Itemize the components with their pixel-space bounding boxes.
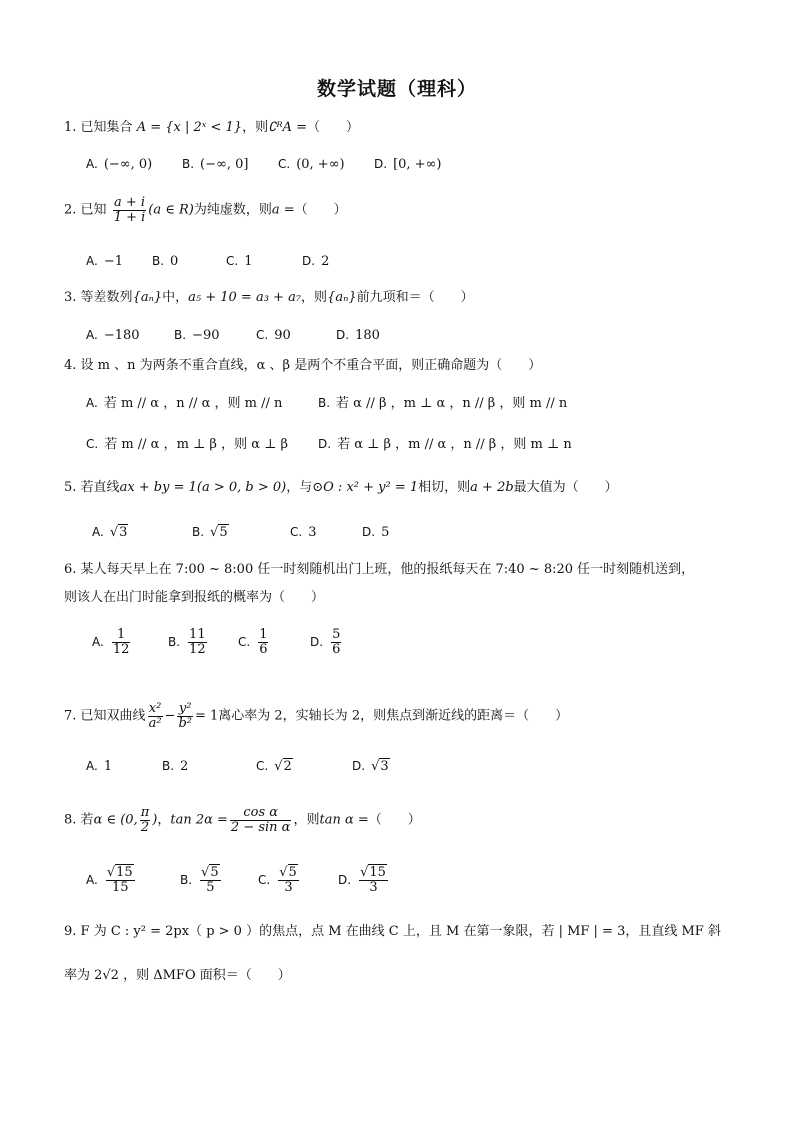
question-9-line2: 率为 2√2 ，则 ΔMFO 面积＝（ ） (64, 968, 291, 983)
question-2: 2. 已知 $\frac{a + i}{1 + i}$ (a ∈ R)为纯虚数，则a =（ ） (64, 195, 347, 225)
option-d[interactable]: D. 180 (336, 328, 380, 343)
question-number: 3. (64, 290, 77, 305)
option-d[interactable]: D. $\frac{√15}{3}$ (338, 865, 386, 895)
option-a[interactable]: A. 1 (86, 759, 113, 774)
option-c[interactable]: C. $\frac{√5}{3}$ (258, 865, 297, 895)
option-c[interactable]: C. 若 m // α ，m ⊥ β ，则 α ⊥ β (86, 437, 288, 452)
question-1: 1. 已知集合 A = {x | 2ˣ < 1}，则∁ᴿA =（ ） (64, 120, 359, 135)
option-c[interactable]: C. 1 (226, 254, 253, 269)
option-d[interactable]: D. √3 (352, 759, 389, 774)
question-number: 8. (64, 812, 77, 828)
option-c[interactable]: C. 3 (290, 525, 317, 540)
option-b[interactable]: B. 0 (152, 254, 179, 269)
option-c[interactable]: C. (0, +∞) (278, 157, 345, 172)
question-number: 5. (64, 480, 77, 495)
option-b[interactable]: B. (−∞, 0] (182, 157, 249, 172)
option-b[interactable]: B. $\frac{11}{12}$ (168, 627, 206, 657)
option-a[interactable]: A. −1 (86, 254, 123, 269)
question-3: 3. 等差数列{aₙ}中，a₅ + 10 = a₃ + a₇，则{aₙ}前九项和＝（ ） (64, 290, 474, 305)
option-b[interactable]: B. −90 (174, 328, 220, 343)
question-4: 4. 设 m 、n 为两条不重合直线，α 、β 是两个不重合平面，则正确命题为（ ） (64, 358, 542, 373)
fraction: $\frac{a + i}{1 + i}$ (113, 195, 146, 225)
option-b[interactable]: B. 2 (162, 759, 189, 774)
option-a[interactable]: A. $\frac{1}{12}$ (92, 627, 130, 657)
option-a[interactable]: A. $\frac{√15}{15}$ (86, 865, 133, 895)
option-b[interactable]: B. 若 α // β ，m ⊥ α ，n // β ，则 m // n (318, 396, 568, 411)
question-number: 9. (64, 924, 77, 939)
question-number: 1. (64, 120, 77, 135)
question-8: 8. 若α ∈ (0, $\frac{\pi}{2}$ )，tan 2α = $\frac{\text{cos α}}{\text{2 − sin α}}$ ，则tan α =（ ） (64, 805, 421, 835)
option-a[interactable]: A. 若 m // α ，n // α ，则 m // n (86, 396, 283, 411)
question-number: 7. (64, 708, 77, 724)
option-a[interactable]: A. (−∞, 0) (86, 157, 153, 172)
option-c[interactable]: C. 90 (256, 328, 291, 343)
option-b[interactable]: B. $\frac{√5}{5}$ (180, 865, 219, 895)
option-d[interactable]: D. 2 (302, 254, 330, 269)
question-number: 2. (64, 202, 77, 218)
option-a[interactable]: A. −180 (86, 328, 140, 343)
option-c[interactable]: C. $\frac{1}{6}$ (238, 627, 268, 657)
option-c[interactable]: C. √2 (256, 759, 292, 774)
option-d[interactable]: D. 5 (362, 525, 390, 540)
option-d[interactable]: D. $\frac{5}{6}$ (310, 627, 341, 657)
question-5: 5. 若直线ax + by = 1(a > 0, b > 0)，与⊙O : x² + y² = 1相切，则a + 2b最大值为（ ） (64, 480, 618, 495)
option-b[interactable]: B. √5 (192, 525, 228, 540)
question-6-line2: 则该人在出门时能拿到报纸的概率为（ ） (64, 590, 325, 605)
option-d[interactable]: D. [0, +∞) (374, 157, 442, 172)
option-d[interactable]: D. 若 α ⊥ β ，m // α ，n // β ，则 m ⊥ n (318, 437, 572, 452)
question-9: 9. F 为 C : y² = 2px（ p > 0 ）的焦点，点 M 在曲线 C 上，且 M 在第一象限，若 | MF | = 3，且直线 MF 斜 (64, 924, 721, 939)
question-number: 6. (64, 562, 77, 577)
page-title: 数学试题（理科） (316, 78, 477, 100)
question-7: 7. 已知双曲线 $\frac{\text{x²}}{\text{a²}}$ − $\frac{\text{y²}}{\text{b²}}$ = 1离心率为 2，实轴长为 2，则焦点到渐近线的距离＝（ ） (64, 701, 569, 731)
question-6: 6. 某人每天早上在 7:00 ~ 8:00 任一时刻随机出门上班，他的报纸每天在 7:40 ~ 8:20 任一时刻随机送到， (64, 562, 695, 577)
option-a[interactable]: A. √3 (92, 525, 128, 540)
question-number: 4. (64, 358, 77, 373)
